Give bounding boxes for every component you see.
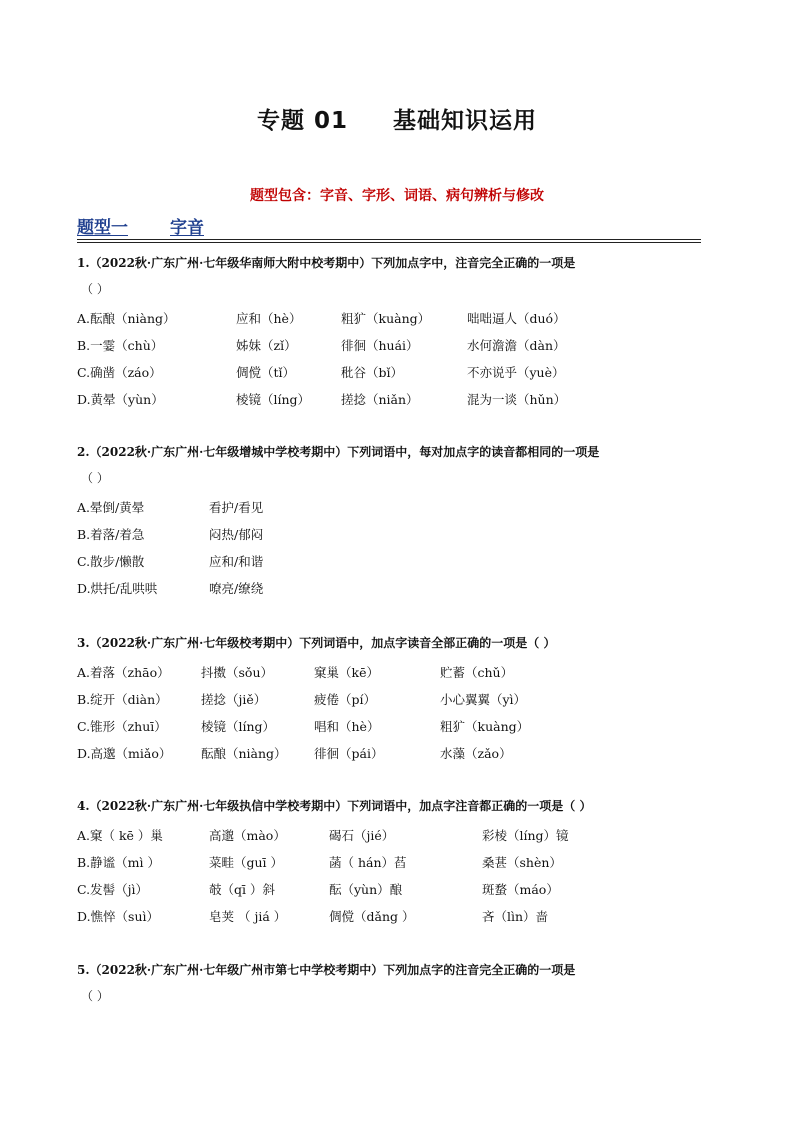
option-list <box>77 822 727 930</box>
option-row <box>77 332 727 359</box>
option-cell: A.窠（ kē ）巢 <box>77 828 163 843</box>
option-row <box>77 359 727 386</box>
option-cell: 贮蓄（chǔ） <box>440 665 514 680</box>
option-cell: 酝酿（niàng） <box>201 746 287 761</box>
option-row <box>77 740 727 767</box>
option-cell: 咄咄逼人（duó） <box>467 311 566 326</box>
question-1 <box>77 253 727 413</box>
option-cell: C.确凿（záo） <box>77 365 162 380</box>
option-cell: 菜畦（guī ） <box>209 855 284 870</box>
option-cell: 闷热/郁闷 <box>209 527 264 542</box>
option-cell: 秕谷（bǐ） <box>341 365 403 380</box>
option-list <box>77 494 727 602</box>
answer-blank: （ ） <box>81 989 109 1003</box>
question-stem: 3.（2022秋·广东广州·七年级校考期中）下列词语中，加点字读音全部正确的一项是（ ） <box>77 636 556 650</box>
option-cell: 酝（yùn）酿 <box>329 882 403 897</box>
option-cell: 粗犷（kuàng） <box>440 719 530 734</box>
option-row <box>77 659 727 686</box>
question-stem: 5.（2022秋·广东广州·七年级广州市第七中学校考期中）下列加点字的注音完全正确的一项是 <box>77 963 576 977</box>
option-cell: 桑葚（shèn） <box>482 855 562 870</box>
question-3 <box>77 633 727 767</box>
option-cell: 应和/和谐 <box>209 554 264 569</box>
option-cell: 粗犷（kuàng） <box>341 311 431 326</box>
option-row <box>77 575 727 602</box>
option-cell: 抖擞（sǒu） <box>201 665 273 680</box>
question-2 <box>77 442 727 602</box>
option-row <box>77 849 727 876</box>
option-cell: D.高邈（miǎo） <box>77 746 172 761</box>
option-cell: 姊妹（zǐ） <box>236 338 297 353</box>
option-cell: 水何澹澹（dàn） <box>467 338 566 353</box>
option-cell: C.散步/懒散 <box>77 554 145 569</box>
option-cell: C.锥形（zhuī） <box>77 719 167 734</box>
option-cell: D.憔悴（suì） <box>77 909 160 924</box>
option-cell: 棱镜（líng） <box>236 392 311 407</box>
option-list <box>77 659 727 767</box>
option-cell: 搓捻（jiě） <box>201 692 267 707</box>
option-cell: B.一霎（chù） <box>77 338 164 353</box>
option-cell: 看护/看见 <box>209 500 264 515</box>
option-cell: 应和（hè） <box>236 311 302 326</box>
option-cell: 菡（ hán）萏 <box>329 855 407 870</box>
option-cell: 吝（lìn）啬 <box>482 909 549 924</box>
option-cell: 徘徊（pái） <box>314 746 384 761</box>
option-cell: 斑蝥（máo） <box>482 882 559 897</box>
option-cell: C.发髻（jì） <box>77 882 148 897</box>
page-title: 专题 01 基础知识运用 <box>256 108 538 134</box>
option-row <box>77 822 727 849</box>
option-cell: 水藻（zǎo） <box>440 746 512 761</box>
question-5 <box>77 960 727 1006</box>
option-cell: 徘徊（huái） <box>341 338 419 353</box>
option-cell: 倜傥（dǎng ） <box>329 909 415 924</box>
option-cell: 攲（qī ）斜 <box>209 882 275 897</box>
option-cell: 棱镜（líng） <box>201 719 276 734</box>
option-row <box>77 305 727 332</box>
option-row <box>77 713 727 740</box>
option-cell: 唱和（hè） <box>314 719 380 734</box>
option-cell: 碣石（jié） <box>329 828 395 843</box>
option-row <box>77 903 727 930</box>
option-cell: 混为一谈（hǔn） <box>467 392 567 407</box>
option-cell: 彩棱（líng）镜 <box>482 828 569 843</box>
question-stem: 2.（2022秋·广东广州·七年级增城中学校考期中）下列词语中，每对加点字的读音都相同的一项是 <box>77 445 600 459</box>
page-subtitle: 题型包含：字音、字形、词语、病句辨析与修改 <box>250 188 544 204</box>
option-cell: 搓捻（niǎn） <box>341 392 419 407</box>
question-4 <box>77 796 727 930</box>
option-cell: A.酝酿（niàng） <box>77 311 176 326</box>
option-cell: 小心翼翼（yì） <box>440 692 527 707</box>
section-header <box>77 215 701 240</box>
option-cell: 疲倦（pí） <box>314 692 376 707</box>
option-row <box>77 386 727 413</box>
option-cell: 高邈（mào） <box>209 828 286 843</box>
option-row <box>77 548 727 575</box>
option-cell: A.晕倒/黄晕 <box>77 500 145 515</box>
answer-blank: （ ） <box>81 471 109 485</box>
option-cell: 不亦说乎（yuè） <box>467 365 565 380</box>
option-cell: B.静谧（mì ） <box>77 855 160 870</box>
section-label: 题型一 <box>77 218 128 238</box>
option-list <box>77 305 727 413</box>
option-cell: B.绽开（diàn） <box>77 692 168 707</box>
option-cell: 窠巢（kē） <box>314 665 379 680</box>
option-cell: D.烘托/乱哄哄 <box>77 581 158 596</box>
option-cell: D.黄晕（yùn） <box>77 392 164 407</box>
question-stem: 4.（2022秋·广东广州·七年级执信中学校考期中）下列词语中，加点字注音都正确的一项是（ ） <box>77 799 592 813</box>
section-topic: 字音 <box>170 218 204 238</box>
option-row <box>77 686 727 713</box>
option-row <box>77 521 727 548</box>
option-cell: B.着落/着急 <box>77 527 145 542</box>
answer-blank: （ ） <box>81 282 109 296</box>
option-cell: A.着落（zhāo） <box>77 665 170 680</box>
option-cell: 皂荚 （ jiá ） <box>209 909 287 924</box>
option-cell: 倜傥（tǐ） <box>236 365 296 380</box>
question-stem: 1.（2022秋·广东广州·七年级华南师大附中校考期中）下列加点字中，注音完全正确的一项是 <box>77 256 576 270</box>
option-row <box>77 494 727 521</box>
option-cell: 嘹亮/缭绕 <box>209 581 264 596</box>
option-row <box>77 876 727 903</box>
